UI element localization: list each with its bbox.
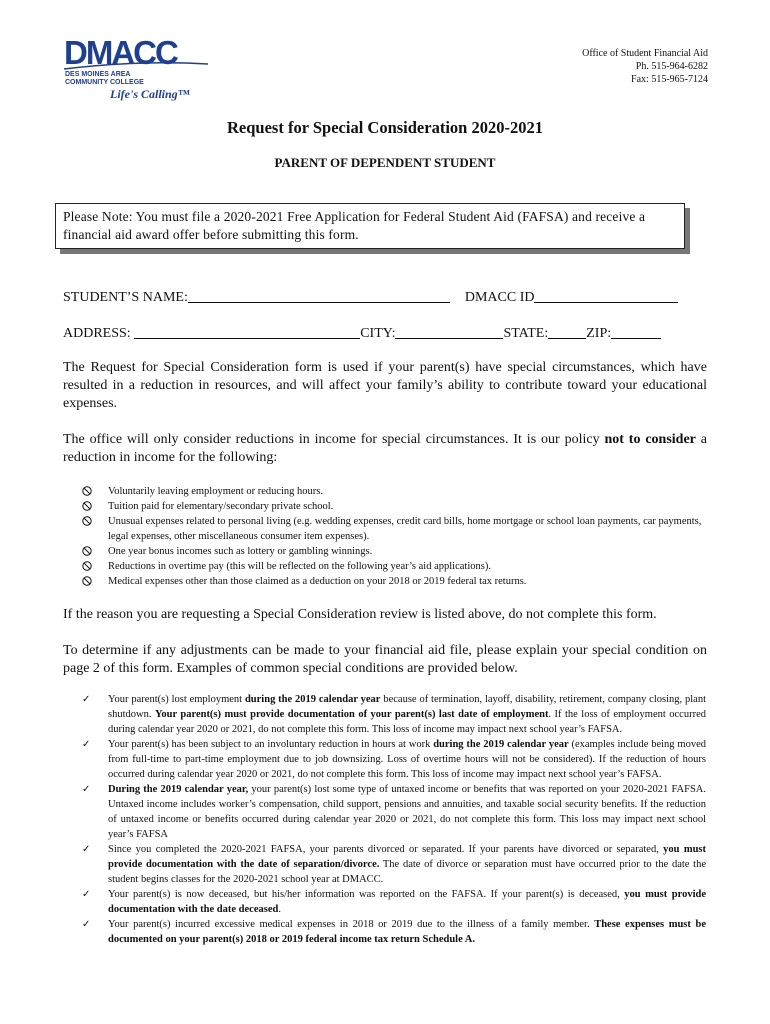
policy-tail: a reduction in income for the following: bbox=[63, 432, 708, 465]
prohibited-icon bbox=[82, 561, 92, 571]
list-item-text: Reductions in overtime pay (this will be reflected on the following year’s aid applications). bbox=[108, 561, 491, 572]
prohibited-icon bbox=[82, 576, 92, 586]
address-label: ADDRESS: bbox=[63, 326, 131, 341]
checkmark-icon: ✓ bbox=[82, 694, 91, 705]
state-field[interactable] bbox=[548, 324, 586, 339]
dmacc-logo bbox=[62, 36, 212, 104]
page-title: Request for Special Consideration 2020-2021 bbox=[227, 118, 543, 137]
conditions-list bbox=[82, 692, 706, 947]
zip-field[interactable] bbox=[611, 324, 661, 339]
list-item bbox=[82, 499, 712, 514]
dmacc-id-label: DMACC ID bbox=[464, 290, 535, 305]
list-item bbox=[82, 484, 712, 499]
condition-item: ✓ Since you completed the 2020-2021 FAFSA, your parents divorced or separated. If your parents have divorced or separated, you must provide documentation with the date of separation/divorce. The date of divorce or separation must have occurred prior to the date the student begins classes for the 2020-2021 school year at DMACC. bbox=[82, 844, 707, 885]
list-item-text: Voluntarily leaving employment or reducing hours. bbox=[108, 486, 324, 497]
policy-bold: not to consider bbox=[604, 432, 696, 447]
prohibited-icon bbox=[82, 516, 92, 526]
zip-label: ZIP: bbox=[586, 326, 612, 341]
student-name-label: STUDENT’S NAME: bbox=[63, 290, 188, 305]
dmacc-logo-graphic bbox=[62, 36, 212, 104]
student-name-field[interactable] bbox=[188, 288, 450, 303]
dmacc-id-field[interactable] bbox=[534, 288, 678, 303]
city-label: CITY: bbox=[360, 326, 396, 341]
logo-name: DMACC bbox=[64, 36, 177, 71]
list-item bbox=[82, 574, 712, 589]
checkmark-icon: ✓ bbox=[82, 919, 91, 930]
logo-sub-1: DES MOINES AREA bbox=[65, 71, 131, 78]
condition-item: ✓ Your parent(s) incurred excessive medical expenses in 2018 or 2019 due to the illness of a family member. These expenses must be documented on your parent(s) 2018 or 2019 federal income tax return Schedule A. bbox=[82, 919, 706, 945]
intro-paragraph: The Request for Special Consideration form is used if your parent(s) have special circumstances, which have resulted in a reduction in resources, and will affect your family’s ability to contribute toward your educational expenses. bbox=[63, 360, 707, 411]
list-item bbox=[82, 514, 712, 544]
condition-item: ✓ Your parent(s) lost employment during the 2019 calendar year because of termination, layoff, disability, retirement, company closing, plant shutdown. Your parent(s) must provide documentation of your parent(s) last date of employment. If the loss of employment occurred during calendar year 2020 or 2021, do not complete this form. This loss of income may impact next school year’s FAFSA. bbox=[82, 694, 706, 735]
reason-note: If the reason you are requesting a Special Consideration review is listed above, do not complete this form. bbox=[63, 607, 657, 622]
logo-sub-2: COMMUNITY COLLEGE bbox=[65, 79, 144, 86]
checkmark-icon: ✓ bbox=[82, 889, 91, 900]
not-considered-list bbox=[82, 484, 712, 589]
condition-item: ✓ During the 2019 calendar year, your parent(s) lost some type of untaxed income or benefits that was reported on your 2020-2021 FAFSA. Untaxed income includes worker’s compensation, child support, pensions and annuities, and taxable social security benefits. If the reduction of untaxed income or benefits occurred during calendar year 2020 or 2021, do not complete this form. This loss may impact next school year’s FAFSA bbox=[82, 784, 706, 840]
condition-item: ✓ Your parent(s) has been subject to an involuntary reduction in hours at work during the 2019 calendar year (examples include being moved from full-time to part-time employment due to job downsizing. Loss of overtime hours will not be considered). If the reduction of hours occurred during calendar year 2020 or 2021, do not complete this form. This loss of income may impact next school year’s FAFSA. bbox=[82, 739, 706, 780]
logo-tagline: Life's Calling™ bbox=[110, 87, 190, 101]
page-subtitle: PARENT OF DEPENDENT STUDENT bbox=[274, 155, 496, 170]
city-field[interactable] bbox=[395, 324, 503, 339]
office-name: Office of Student Financial Aid bbox=[582, 48, 708, 59]
condition-item: ✓ Your parent(s) is now deceased, but his/her information was reported on the FAFSA. If your parent(s) is deceased, you must provide documentation with the date deceased. bbox=[82, 889, 706, 915]
determine-paragraph: To determine if any adjustments can be made to your financial aid file, please explain your special condition on page 2 of this form. Examples of common special conditions are provided below. bbox=[63, 643, 707, 676]
list-item bbox=[82, 559, 712, 574]
checkmark-icon: ✓ bbox=[82, 844, 91, 855]
list-item-text: Medical expenses other than those claimed as a deduction on your 2018 or 2019 federal tax returns. bbox=[108, 576, 527, 587]
address-field[interactable] bbox=[134, 324, 360, 339]
office-fax: Fax: 515-965-7124 bbox=[631, 74, 708, 85]
state-label: STATE: bbox=[503, 326, 549, 341]
address-row bbox=[63, 324, 661, 342]
office-contact bbox=[582, 47, 708, 86]
prohibited-icon bbox=[82, 546, 92, 556]
prohibited-icon bbox=[82, 501, 92, 511]
checkmark-icon: ✓ bbox=[82, 784, 91, 795]
note-box: Please Note: You must file a 2020-2021 Free Application for Federal Student Aid (FAFSA) and receive a financial aid award offer before submitting this form. bbox=[55, 203, 685, 249]
list-item-text: Unusual expenses related to personal living (e.g. wedding expenses, credit card bills, home mortgage or school loan payments, car payments, legal expenses, other miscellaneous consumer item expenses). bbox=[108, 516, 702, 542]
prohibited-icon bbox=[82, 486, 92, 496]
list-item-text: One year bonus incomes such as lottery or gambling winnings. bbox=[108, 546, 373, 557]
list-item-text: Tuition paid for elementary/secondary private school. bbox=[108, 501, 334, 512]
policy-paragraph bbox=[63, 431, 707, 467]
policy-text: The office will only consider reductions in income for special circumstances. It is our policy bbox=[63, 432, 605, 447]
checkmark-icon: ✓ bbox=[82, 739, 91, 750]
office-phone: Ph. 515-964-6282 bbox=[635, 61, 708, 72]
list-item bbox=[82, 544, 712, 559]
student-name-row bbox=[63, 288, 678, 306]
